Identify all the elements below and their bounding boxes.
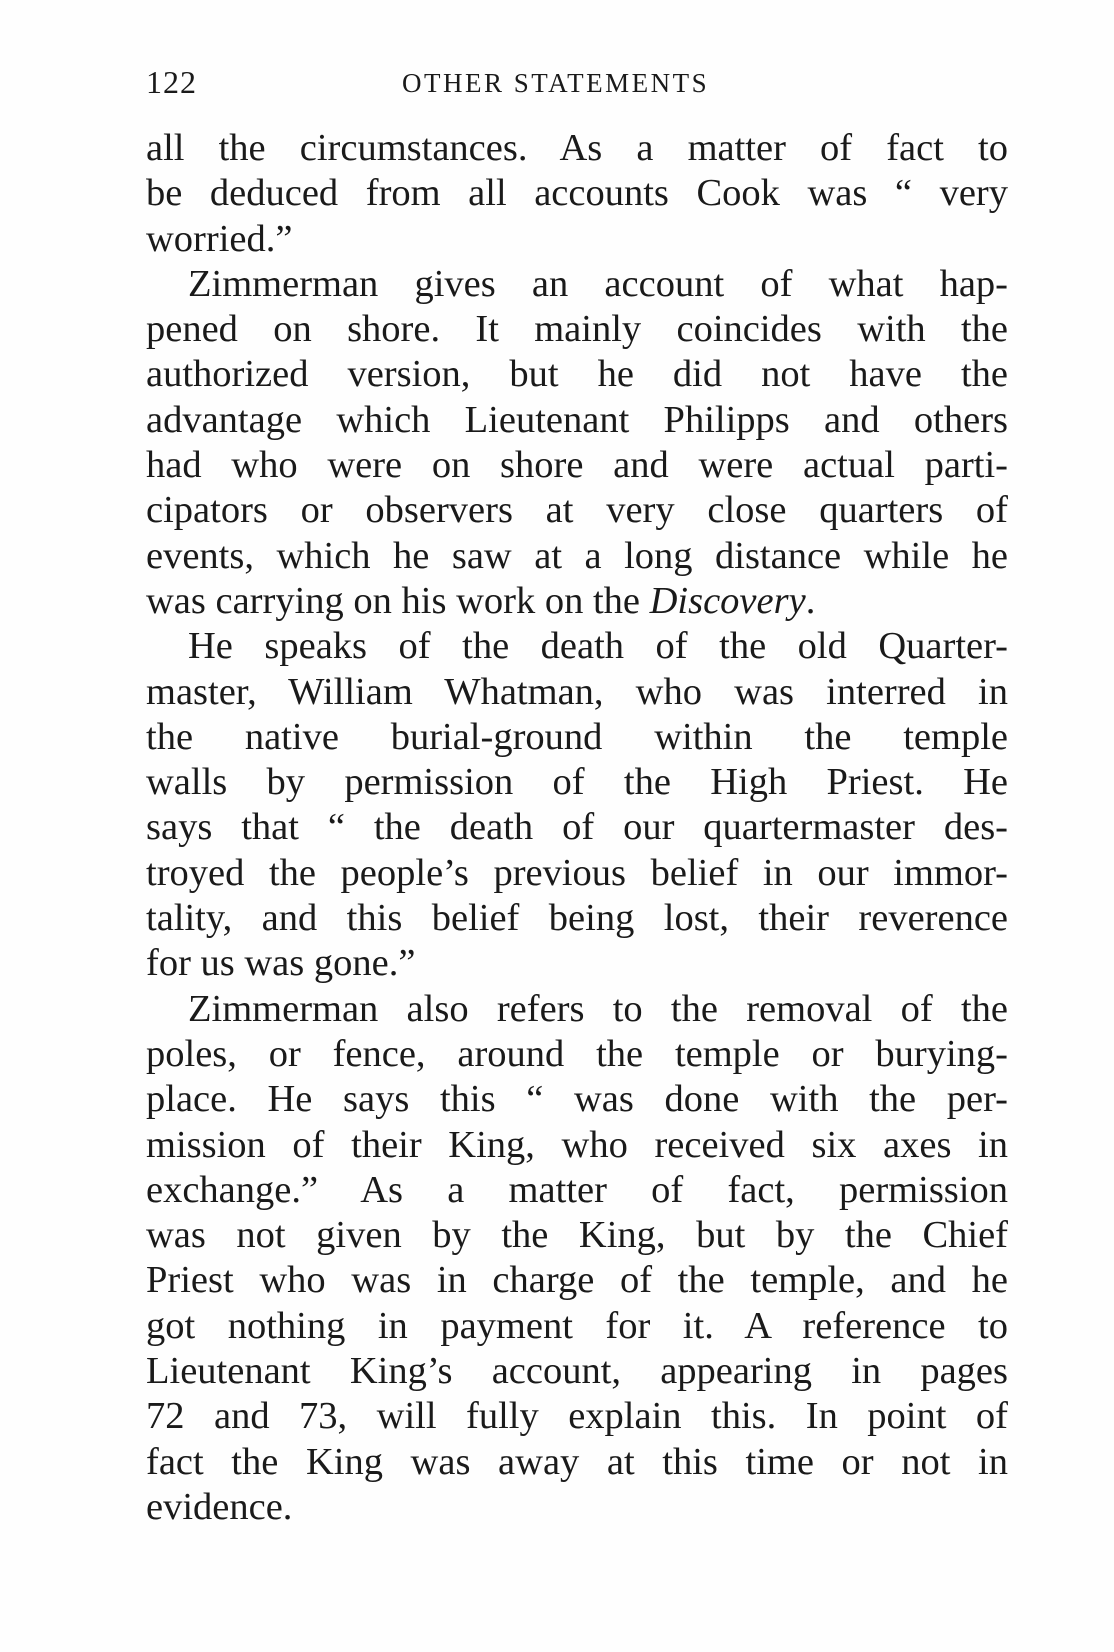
text-segment: was carrying on his work on the [146, 579, 650, 622]
text-line: place. He says this “ was done with the per- [146, 1078, 1008, 1121]
text-line: troyed the people’s previous belief in our immor- [146, 851, 1008, 894]
text-line: pened on shore. It mainly coincides with the [146, 308, 1008, 351]
text-line: got nothing in payment for it. A reference to [146, 1304, 1008, 1347]
text-line: mission of their King, who received six axes in [146, 1123, 1008, 1166]
text-line: tality, and this belief being lost, their reverence [146, 897, 1008, 940]
text-line: was not given by the King, but by the Chief [146, 1214, 1008, 1257]
text-line: 72 and 73, will fully explain this. In point of [146, 1395, 1008, 1438]
running-title: OTHER STATEMENTS [402, 68, 710, 98]
text-line: Zimmerman gives an account of what hap- [188, 262, 1008, 305]
text-line: Priest who was in charge of the temple, and he [146, 1259, 1008, 1302]
text-line: all the circumstances. As a matter of fact to [146, 127, 1008, 169]
text-line: fact the King was away at this time or not in [146, 1440, 1008, 1483]
text-line [146, 579, 1008, 624]
ship-name-italic: Discovery [649, 579, 806, 622]
text-line: Lieutenant King’s account, appearing in pages [146, 1350, 1008, 1393]
text-line: evidence. [146, 1485, 293, 1528]
text-line: had who were on shore and were actual parti- [146, 444, 1008, 487]
text-line: cipators or observers at very close quarters of [146, 489, 1008, 532]
text-line: says that “ the death of our quartermaster des- [146, 806, 1008, 849]
page-number: 122 [146, 64, 197, 100]
running-head [146, 64, 1006, 104]
body-text [146, 126, 1008, 1530]
text-line: events, which he saw at a long distance while he [146, 534, 1008, 577]
text-line: Zimmerman also refers to the removal of the [188, 987, 1008, 1030]
text-line: poles, or fence, around the temple or burying- [146, 1032, 1008, 1075]
text-line: the native burial-ground within the temple [146, 715, 1008, 758]
text-line: exchange.” As a matter of fact, permission [146, 1168, 1008, 1211]
text-line: authorized version, but he did not have the [146, 353, 1008, 396]
text-line: walls by permission of the High Priest. He [146, 761, 1008, 804]
text-line: worried.” [146, 217, 293, 260]
text-line: for us was gone.” [146, 942, 416, 985]
text-line: be deduced from all accounts Cook was “ very [146, 172, 1008, 215]
text-segment: . [805, 579, 816, 622]
text-line: He speaks of the death of the old Quarter- [188, 625, 1008, 668]
text-line: advantage which Lieutenant Philipps and others [146, 398, 1008, 441]
text-line: master, William Whatman, who was interred in [146, 670, 1008, 713]
